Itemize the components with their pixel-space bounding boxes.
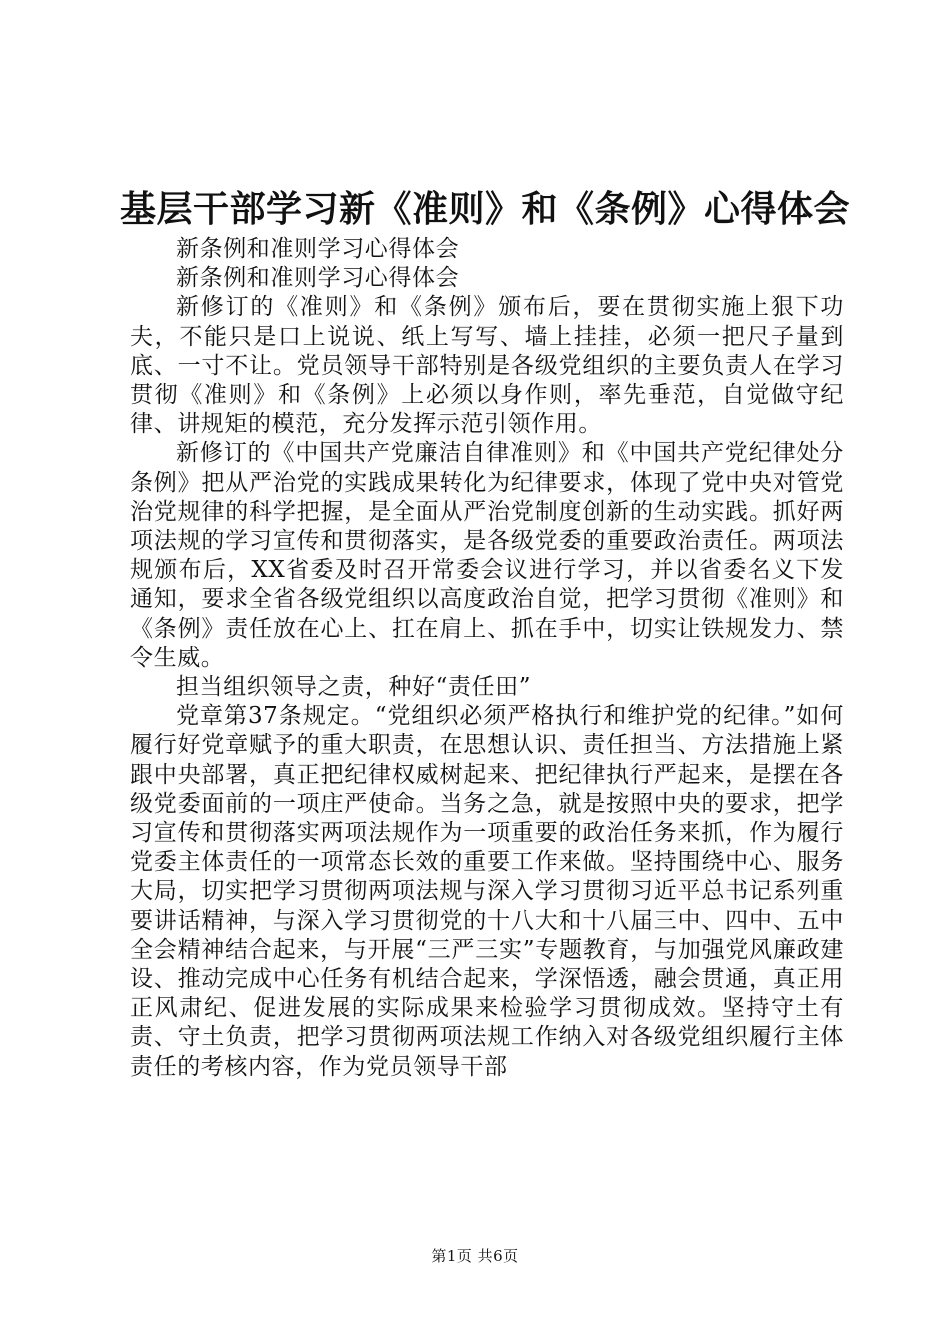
document-body [130, 235, 844, 1082]
section-heading: 担当组织领导之责，种好“责任田” [176, 674, 532, 701]
page-number-footer: 第1页 共6页 [431, 1247, 519, 1265]
body-paragraph: 新修订的《准则》和《条例》颁布后，要在贯彻实施上狠下功夫，不能只是口上说说、纸上写写、墙上挂挂，必须一把尺子量到底、一寸不让。党员领导干部特别是各级党组织的主要负责人在学习贯彻《准则》和《条例》上必须以身作则，率先垂范，自觉做守纪律、讲规矩的模范，充分发挥示范引领作用。 [130, 294, 844, 438]
subtitle-line: 新条例和准则学习心得体会 [176, 265, 460, 292]
body-paragraph: 新修订的《中国共产党廉洁自律准则》和《中国共产党纪律处分条例》把从严治党的实践成果转化为纪律要求，体现了党中央对管党治党规律的科学把握，是全面从严治党制度创新的生动实践。抓好两项法规的学习宣传和贯彻落实，是各级党委的重要政治责任。两项法规颁布后，XX省委及时召开常委会议进行学习，并以省委名义下发通知，要求全省各级党组织以高度政治自觉，把学习贯彻《准则》和《条例》责任放在心上、扛在肩上、抓在手中，切实让铁规发力、禁令生威。 [130, 440, 844, 671]
document-title: 基层干部学习新《准则》和《条例》心得体会 [120, 188, 851, 230]
subtitle-line: 新条例和准则学习心得体会 [176, 236, 460, 262]
body-paragraph: 党章第37条规定。“党组织必须严格执行和维护党的纪律。”如何履行好党章赋予的重大职责，在思想认识、责任担当、方法措施上紧跟中央部署，真正把纪律权威树起来、把纪律执行严起来，是摆在各级党委面前的一项庄严使命。当务之急，就是按照中央的要求，把学习宣传和贯彻落实两项法规作为一项重要的政治任务来抓，作为履行党委主体责任的一项常态长效的重要工作来做。坚持围绕中心、服务大局，切实把学习贯彻两项法规与深入学习贯彻习近平总书记系列重要讲话精神，与深入学习贯彻党的十八大和十八届三中、四中、五中全会精神结合起来，与开展“三严三实”专题教育，与加强党风廉政建设、推动完成中心任务有机结合起来，学深悟透，融会贯通，真正用正风肃纪、促进发展的实际成果来检验学习贯彻成效。坚持守土有责、守土负责，把学习贯彻两项法规工作纳入对各级党组织履行主体责任的考核内容，作为党员领导干部 [130, 703, 844, 1080]
